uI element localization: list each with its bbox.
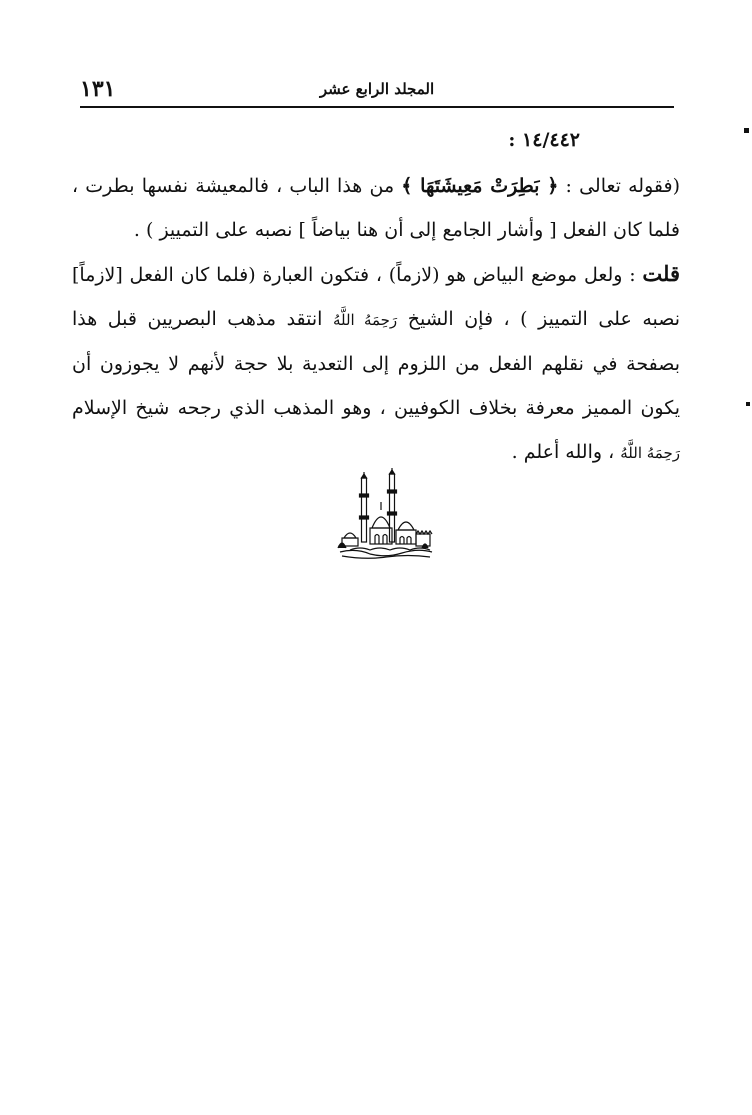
text-run: من هذا الباب ، فالمعيشة نفسها بطرت ، فلما كان الفعل [ وأشار الجامع إلى أن هنا بياضاً ] نصبه على التمييز ) . — [72, 175, 680, 241]
qult-label: قلت — [642, 261, 680, 286]
page-number: ١٣١ — [80, 76, 116, 102]
scan-edge-mark — [744, 128, 749, 133]
scan-edge-mark — [746, 402, 750, 406]
mosque-ornament-icon — [336, 468, 436, 560]
volume-title: المجلد الرابع عشر — [319, 80, 435, 98]
paragraph-1 — [72, 164, 680, 252]
header-divider — [80, 106, 674, 108]
paragraph-2 — [72, 252, 680, 475]
text-run: (فقوله تعالى : — [558, 175, 681, 197]
honorific-ligature: رَحِمَهُ اللَّهُ — [620, 444, 680, 462]
quran-verse: ﴿ بَطِرَتْ مَعِيشَتَهَا ﴾ — [401, 175, 559, 197]
body-text — [72, 118, 680, 475]
text-run: ، والله أعلم . — [511, 441, 621, 463]
page-header — [80, 72, 674, 106]
text-run: : ولعل موضع البياض هو (لازماً) ، فتكون العبارة (فلما كان الفعل [لازماً] نصبه على التمييز ) ، فإن الشيخ — [72, 264, 680, 330]
reference-number: ١٤/٤٤٢ : — [508, 129, 580, 151]
honorific-ligature: رَحِمَهُ اللَّهُ — [332, 311, 398, 329]
text-run: انتقد مذهب البصريين قبل هذا بصفحة في نقلهم الفعل من اللزوم إلى التعدية بلا حجة لأنهم لا يجوزون أن يكون المميز معرفة بخلاف الكوفيين ، وهو المذهب الذي رجحه شيخ الإسلام — [72, 308, 680, 419]
